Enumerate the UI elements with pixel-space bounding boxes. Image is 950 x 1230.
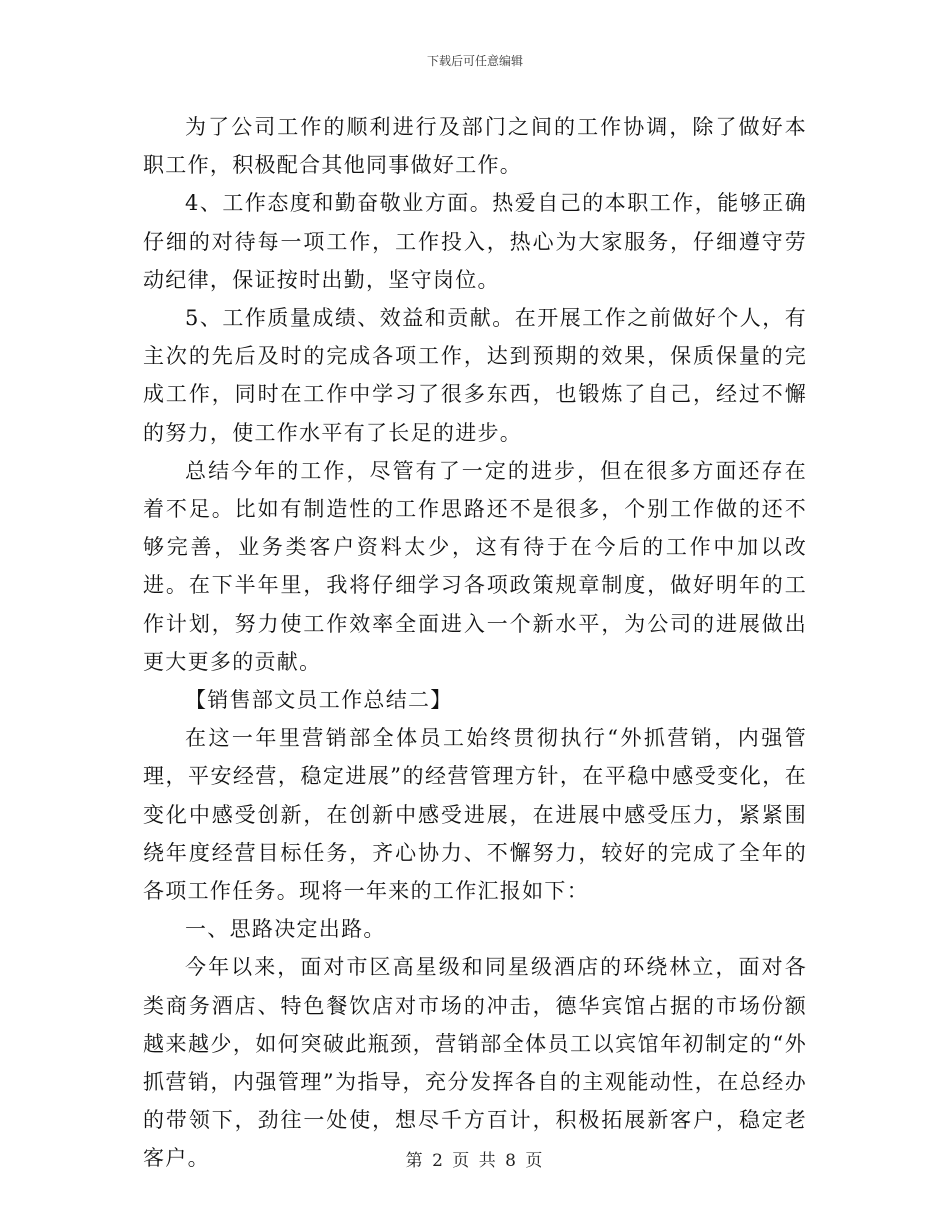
paragraph: 4、工作态度和勤奋敬业方面。热爱自己的本职工作，能够正确仔细的对待每一项工作，工作投入，热心为大家服务，仔细遵守劳动纪律，保证按时出勤，坚守岗位。 [143, 191, 807, 292]
page-number: 第 2 页 共 8 页 [405, 1151, 545, 1171]
document-body [143, 108, 807, 1178]
paragraph: 5、工作质量成绩、效益和贡献。在开展工作之前做好个人，有主次的先后及时的完成各项工作，达到预期的效果，保质保量的完成工作，同时在工作中学习了很多东西，也锻炼了自己，经过不懈的努力，使工作水平有了长足的进步。 [143, 306, 807, 445]
paragraph: 今年以来，面对市区高星级和同星级酒店的环绕林立，面对各类商务酒店、特色餐饮店对市场的冲击，德华宾馆占据的市场份额越来越少，如何突破此瓶颈，营销部全体员工以宾馆年初制定的“外抓营销，内强管理”为指导，充分发挥各自的主观能动性，在总经办的带领下，劲往一处使，想尽千方百计，积极拓展新客户，稳定老客户。 [143, 955, 807, 1171]
paragraph: 总结今年的工作，尽管有了一定的进步，但在很多方面还存在着不足。比如有制造性的工作思路还不是很多，个别工作做的还不够完善，业务类客户资料太少，这有待于在今后的工作中加以改进。在下半年里，我将仔细学习各项政策规章制度，做好明年的工作计划，努力使工作效率全面进入一个新水平，为公司的进展做出更大更多的贡献。 [143, 458, 807, 674]
paragraph: 在这一年里营销部全体员工始终贯彻执行“外抓营销，内强管理，平安经营，稳定进展”的经营管理方针，在平稳中感受变化，在变化中感受创新，在创新中感受进展，在进展中感受压力，紧紧围绕年度经营目标任务，齐心协力、不懈努力，较好的完成了全年的各项工作任务。现将一年来的工作汇报如下： [143, 726, 807, 904]
section-heading: 【销售部文员工作总结二】 [185, 688, 453, 713]
page-header: 下载后可任意编辑 [426, 54, 523, 68]
paragraph: 为了公司工作的顺利进行及部门之间的工作协调，除了做好本职工作，积极配合其他同事做好工作。 [143, 115, 807, 178]
subsection-heading: 一、思路决定出路。 [185, 917, 386, 942]
